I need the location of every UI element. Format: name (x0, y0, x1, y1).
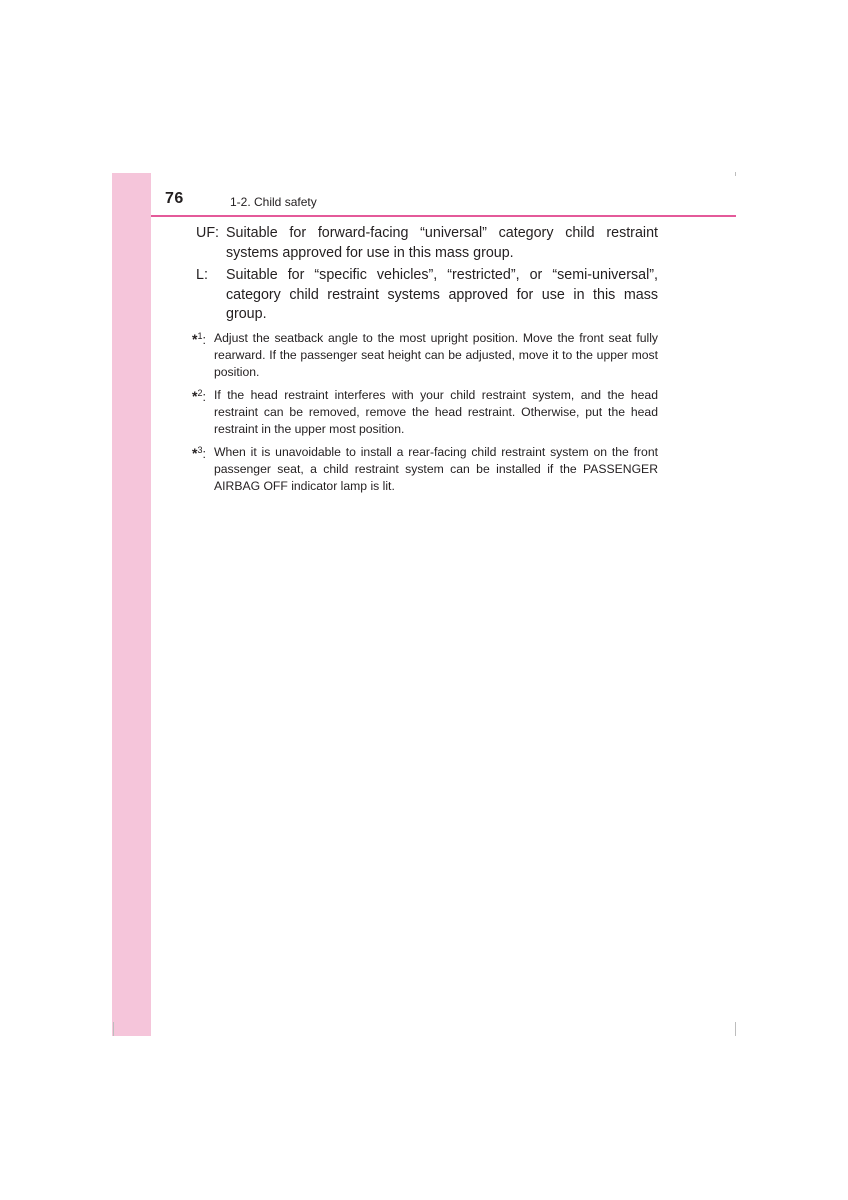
side-tab-band (112, 173, 151, 1036)
footnote-marker: *$^3$: (192, 445, 206, 461)
legend-item-uf (196, 224, 658, 263)
footnote-2 (192, 387, 658, 439)
footnote-1 (192, 330, 658, 382)
asterisk-icon: * (192, 331, 198, 347)
footnote-3 (192, 444, 658, 496)
footnote-text: When it is unavoidable to install a rear-facing child restraint system on the front passenger seat, a child restraint system can be installed if the PASSENGER AIRBAG OFF indicator lamp is lit. (214, 445, 658, 494)
crop-mark (735, 172, 736, 176)
asterisk-icon: * (192, 388, 198, 404)
footnote-number: 2 (197, 388, 203, 398)
page-number: 76 (165, 190, 184, 207)
legend-item-l (196, 266, 658, 325)
legend-text: Suitable for “specific vehicles”, “restricted”, or “semi-universal”, category child restraint systems approved for use in this mass group. (226, 267, 658, 322)
section-title: 1-2. Child safety (230, 195, 317, 209)
asterisk-icon: * (192, 445, 198, 461)
footnote-text: If the head restraint interferes with your child restraint system, and the head restraint can be removed, remove the head restraint. Otherwise, put the head restraint in the upper most position. (214, 388, 658, 437)
footnote-text: Adjust the seatback angle to the most upright position. Move the front seat fully rearward. If the passenger seat height can be adjusted, move it to the upper most position. (214, 331, 658, 380)
footnote-number: 3 (197, 445, 203, 455)
footnote-marker: *$^1$: (192, 331, 206, 347)
header-rule (151, 215, 736, 217)
crop-mark (735, 1022, 736, 1036)
footnote-number: 1 (197, 331, 203, 341)
legend-key: UF: (196, 225, 220, 241)
legend-text: Suitable for forward-facing “universal” category child restraint systems approved for use in this mass group. (226, 225, 658, 261)
footnote-marker: *$^2$: (192, 388, 206, 404)
crop-mark (113, 1022, 114, 1036)
legend-key: L: (196, 267, 208, 283)
